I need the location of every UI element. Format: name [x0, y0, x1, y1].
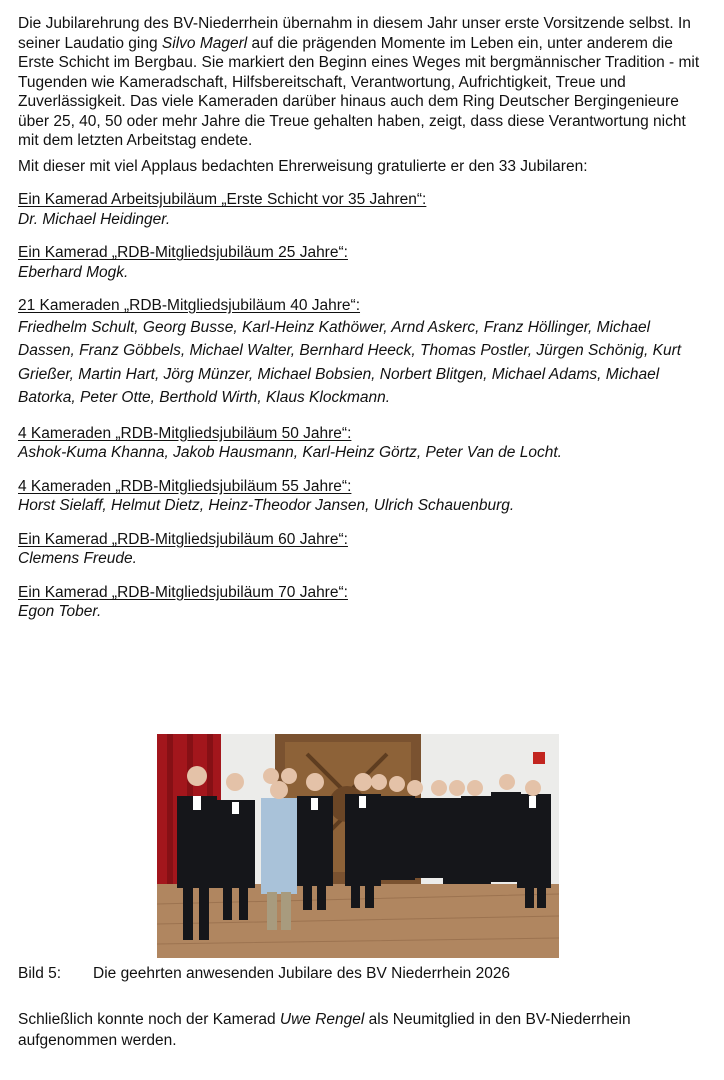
photo-caption [18, 964, 510, 984]
speaker-name: Silvo Magerl [161, 34, 248, 52]
group-heading: Ein Kamerad „RDB-Mitgliedsjubiläum 70 Jahre“: [18, 583, 348, 601]
new-member-name: Uwe Rengel [279, 1011, 365, 1028]
figure-label: Bild 5: [18, 965, 62, 982]
jubilee-group [18, 243, 708, 282]
group-photo [157, 734, 559, 958]
group-names: Clemens Freude. [18, 550, 137, 567]
intro-paragraph: Die Jubilarehrung des BV-Niederrhein übernahm in diesem Jahr unser erste Vorsitzende selbst. In seiner Laudatio ging Silvo Magerl auf die prägenden Momente im Leben ein, unter anderem die Erste Schicht im Bergbau. Sie markiert den Beginn eines Weges mit bergmännischer Tradition - mit Tugenden wie Kameradschaft, Hilfsbereitschaft, Verantwortung, Aufrichtigkeit, Treue und Zuverlässigkeit. Das viele Kameraden darüber hinaus auch dem Ring Deutscher Bergingenieure über 25, 40, 50 oder mehr Jahre die Treue gehalten haben, zeigt, dass diese Verantwortung nicht mit dem letzten Arbeitstag endete. [18, 15, 700, 149]
jubilee-group [18, 424, 708, 463]
figure-caption-text: Die geehrten anwesenden Jubilare des BV Niederrhein 2026 [93, 965, 511, 982]
jubilee-group [18, 190, 708, 229]
group-names: Eberhard Mogk. [18, 263, 129, 281]
lead-sentence: Mit dieser mit viel Applaus bedachten Ehrerweisung gratulierte er den 33 Jubilaren: [18, 157, 588, 175]
group-names: Dr. Michael Heidinger. [18, 210, 171, 228]
group-heading: Ein Kamerad Arbeitsjubiläum „Erste Schicht vor 35 Jahren“: [18, 191, 427, 208]
article-body [18, 14, 708, 636]
group-heading: 4 Kameraden „RDB-Mitgliedsjubiläum 50 Jahre“: [18, 424, 352, 442]
closing-paragraph: Schließlich konnte noch der Kamerad Uwe Rengel als Neumitglied in den BV-Niederrhein aufgenommen werden. [18, 1011, 631, 1049]
group-names: Ashok-Kuma Khanna, Jakob Hausmann, Karl-Heinz Görtz, Peter Van de Locht. [18, 444, 562, 461]
group-names: Egon Tober. [18, 603, 102, 620]
group-names: Friedhelm Schult, Georg Busse, Karl-Heinz Kathöwer, Arnd Askerc, Franz Höllinger, Michael Dassen, Franz Göbbels, Michael Walter, Bernhard Heeck, Thomas Postler, Jürgen Schönig, Kurt Grießer, Martin Hart, Jörg Münzer, Michael Bobsien, Norbert Blitgen, Michael Adams, Michael Batorka, Peter Otte, Berthold Wirth, Klaus Klockmann. [18, 318, 682, 406]
group-heading: Ein Kamerad „RDB-Mitgliedsjubiläum 60 Jahre“: [18, 530, 348, 548]
jubilee-group [18, 530, 708, 569]
group-heading: 21 Kameraden „RDB-Mitgliedsjubiläum 40 Jahre“: [18, 297, 361, 314]
jubilee-group [18, 477, 708, 516]
group-names: Horst Sielaff, Helmut Dietz, Heinz-Theodor Jansen, Ulrich Schauenburg. [18, 497, 515, 514]
group-heading: Ein Kamerad „RDB-Mitgliedsjubiläum 25 Jahre“: [18, 244, 348, 261]
jubilee-group [18, 583, 708, 622]
jubilee-group [18, 296, 708, 410]
group-heading: 4 Kameraden „RDB-Mitgliedsjubiläum 55 Jahre“: [18, 477, 352, 495]
